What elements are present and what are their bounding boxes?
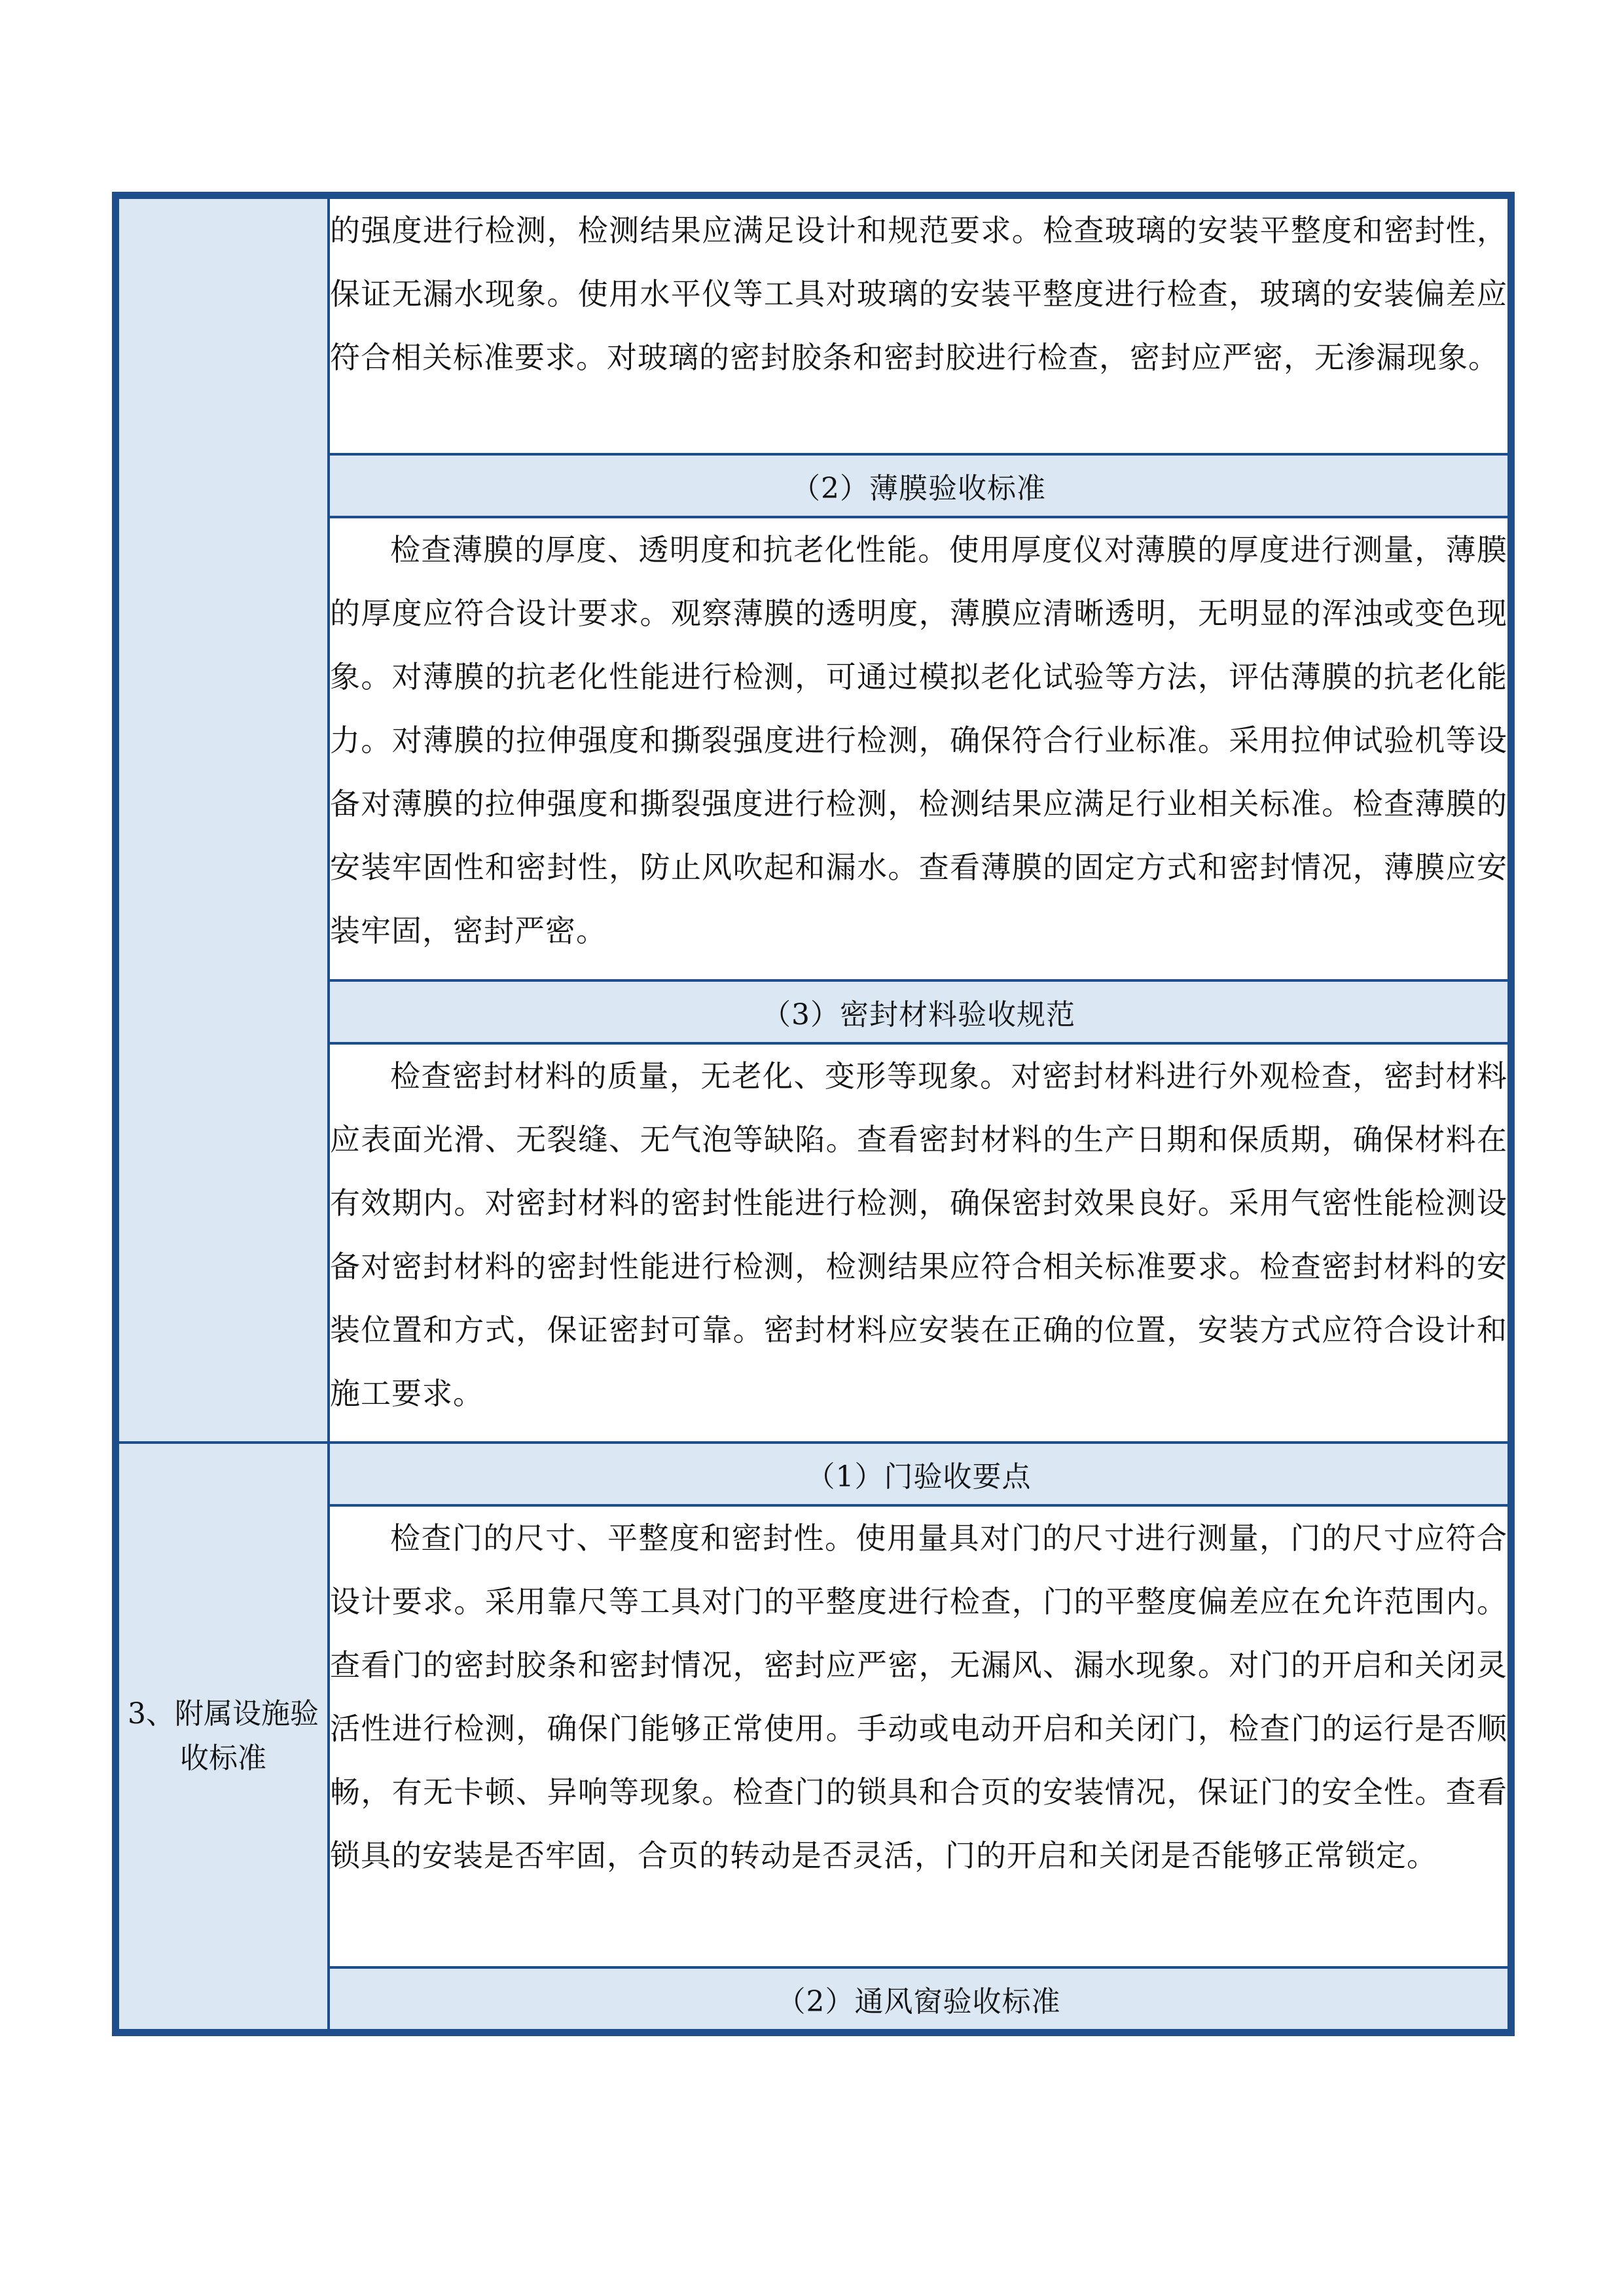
door-acceptance-text bbox=[329, 1505, 1509, 1967]
body-paragraph: 检查薄膜的厚度、透明度和抗老化性能。使用厚度仪对薄膜的厚度进行测量，薄膜的厚度应符合设计要求。观察薄膜的透明度，薄膜应清晰透明，无明显的浑浊或变色现象。对薄膜的抗老化性能进行检测，可通过模拟老化试验等方法，评估薄膜的抗老化能力。对薄膜的拉伸强度和撕裂强度进行检测，确保符合行业标准。采用拉伸试验机等设备对薄膜的拉伸强度和撕裂强度进行检测，检测结果应满足行业相关标准。检查薄膜的安装牢固性和密封性，防止风吹起和漏水。查看薄膜的固定方式和密封情况，薄膜应安装牢固，密封严密。 bbox=[330, 532, 1507, 948]
seal-material-text bbox=[329, 1043, 1509, 1443]
seal-material-heading: （3）密封材料验收规范 bbox=[329, 980, 1509, 1043]
film-standard-heading: （2）薄膜验收标准 bbox=[329, 454, 1509, 517]
vent-window-heading: （2）通风窗验收标准 bbox=[329, 1967, 1509, 2030]
body-paragraph: 检查密封材料的质量，无老化、变形等现象。对密封材料进行外观检查，密封材料应表面光滑、无裂缝、无气泡等缺陷。查看密封材料的生产日期和保质期，确保材料在有效期内。对密封材料的密封性能进行检测，确保密封效果良好。采用气密性能检测设备对密封材料的密封性能进行检测，检测结果应符合相关标准要求。检查密封材料的安装位置和方式，保证密封可靠。密封材料应安装在正确的位置，安装方式应符合设计和施工要求。 bbox=[330, 1058, 1507, 1411]
door-acceptance-heading: （1）门验收要点 bbox=[329, 1443, 1509, 1505]
glass-standard-continued-text bbox=[329, 198, 1509, 454]
body-paragraph: 的强度进行检测，检测结果应满足设计和规范要求。检查玻璃的安装平整度和密封性，保证无漏水现象。使用水平仪等工具对玻璃的安装平整度进行检查，玻璃的安装偏差应符合相关标准要求。对玻璃的密封胶条和密封胶进行检查，密封应严密，无渗漏现象。 bbox=[330, 213, 1507, 375]
acceptance-standards-table bbox=[117, 196, 1510, 2032]
section-label-cell bbox=[118, 198, 329, 1443]
body-paragraph: 检查门的尺寸、平整度和密封性。使用量具对门的尺寸进行测量，门的尺寸应符合设计要求。采用靠尺等工具对门的平整度进行检查，门的平整度偏差应在允许范围内。查看门的密封胶条和密封情况，密封应严密，无漏风、漏水现象。对门的开启和关闭灵活性进行检测，确保门能够正常使用。手动或电动开启和关闭门，检查门的运行是否顺畅，有无卡顿、异响等现象。检查门的锁具和合页的安装情况，保证门的安全性。查看锁具的安装是否牢固，合页的转动是否灵活，门的开启和关闭是否能够正常锁定。 bbox=[330, 1520, 1507, 1873]
section-label-auxiliary-facilities: 3、附属设施验收标准 bbox=[118, 1443, 329, 2030]
film-standard-text bbox=[329, 517, 1509, 980]
